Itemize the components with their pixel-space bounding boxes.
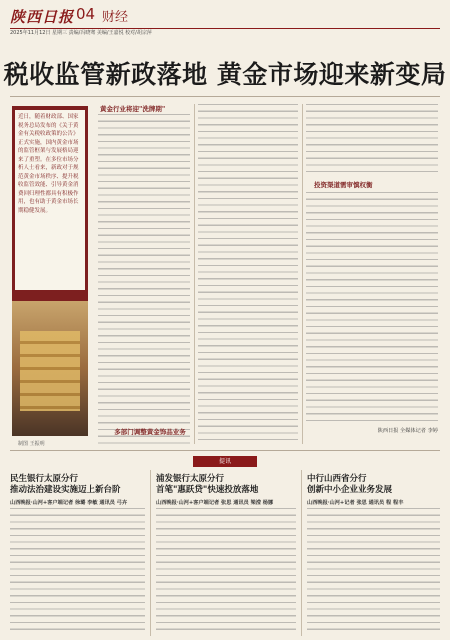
bottom-middle-body [156,508,296,634]
subheading-investment: 投资渠道需审慎权衡 [314,181,373,189]
bottom-left-title: 民生银行太原分行 推动法治建设实施迈上新台阶 [10,474,121,495]
headline-divider [10,96,440,97]
subheading-jewelry: 多部门调整黄金饰品业务 [114,428,186,436]
bottom-right-byline: 山西晚报·山河+记者 张思 通讯员 程 程丰 [307,500,404,506]
section-divider [10,450,440,451]
bottom-left-byline: 山西晚报·山河+客户端记者 徐璐 李敏 通讯员 弓卉 [10,500,128,506]
dateline: 2025年11月12日 星期三 责编/冯晓骞 美编/王嘉悦 校对/胡宗萍 [10,30,152,36]
article-column-3b [306,192,438,424]
bottom-middle-byline: 山西晚报·山河+客户端记者 张思 通讯员 梁滢 杨娜 [156,500,274,506]
page-number: 04 [76,5,96,23]
gold-bars-photo [12,301,88,436]
column-divider [301,470,302,636]
sidebar-summary-box [15,110,85,290]
article-column-1 [98,114,190,444]
newspaper-logo: 陕西日报 [10,8,75,26]
article-column-3a [306,104,438,174]
bottom-right-body [307,508,440,634]
column-divider [150,470,151,636]
bottom-middle-title: 浦发银行太原分行 首笔"惠跃贷"快速投放落地 [156,474,259,495]
column-divider [302,104,303,444]
photo-caption: 制图 王振明 [18,441,45,447]
column-divider [194,104,195,444]
sidebar-summary-text: 近日，随着财政部、国家税务总局发布的《关于黄金有关税收政策的公告》正式实施，国内黄金市场的监管框架与发展格局迎来了重塑。在多位市场分析人士看来，新政对于规范黄金市场秩序、提升税收监管效能、引导黄金消费回归理性都具有积极作用，也有助于黄金市场长期稳健发展。 [18,114,79,214]
article-column-2 [198,104,298,444]
subheading-industry: 黄金行业将迎"洗牌期" [100,105,166,113]
sidebar-panel [12,106,88,436]
page-headline: 税收监管新政落地 黄金市场迎来新变局 [3,60,447,89]
bottom-left-body [10,508,145,634]
bottom-right-title: 中行山西省分行 创新中小企业业务发展 [307,474,393,495]
gold-bars-image [20,331,80,411]
section-title: 财经 [102,10,129,25]
article-signoff: 陕西日报 全媒体记者 李婷 [377,428,438,434]
news-tag: 提讯 [193,456,257,467]
masthead [10,4,440,29]
